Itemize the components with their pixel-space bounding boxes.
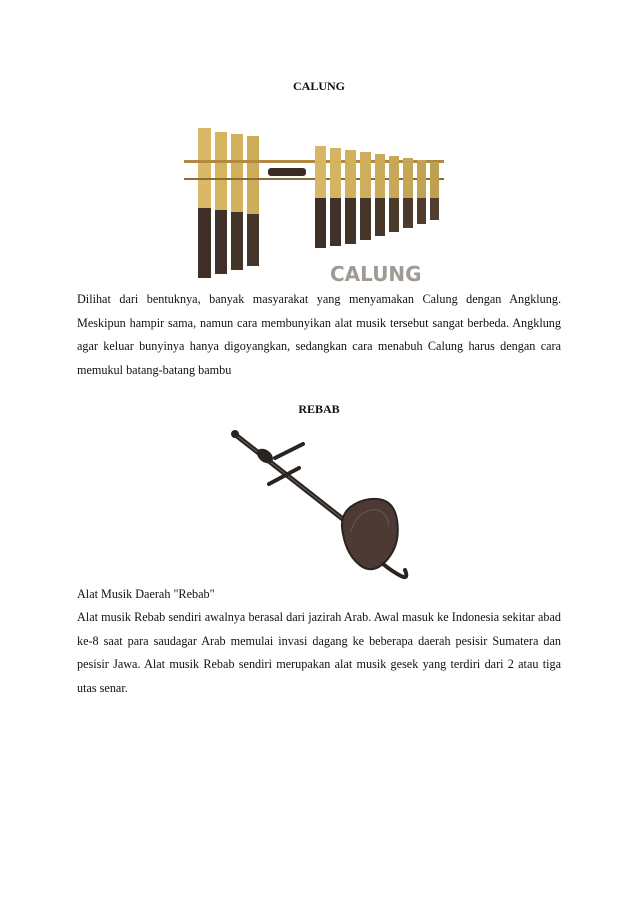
- calung-paragraph: Dilihat dari bentuknya, banyak masyarakat yang menyamakan Calung dengan Angklung. Meskipun hampir sama, namun cara membunyikan alat musik tersebut sangat berbeda. Angklung agar keluar bunyinya hanya digoyangkan, sedangkan cara menabuh Calung harus dengan cara memukul batang-batang bambu: [77, 292, 561, 377]
- rebab-paragraph: Alat musik Rebab sendiri awalnya berasal dari jazirah Arab. Awal masuk ke Indonesia sekitar abad ke-8 saat para saudagar Arab memulai invasi dagang ke beberapa daerah pesisir Sumatera dan pesisir Jawa. Alat musik Rebab sendiri merupakan alat musik gesek yang terdiri dari 2 atau tiga utas senar.: [77, 610, 561, 695]
- calung-tube-left-1: [198, 128, 211, 278]
- calung-tube-left-3: [231, 134, 243, 270]
- rebab-image: [225, 428, 415, 584]
- calung-tube-left-2: [215, 132, 227, 274]
- calung-image-caption: CALUNG: [330, 262, 422, 286]
- calung-heading: CALUNG: [292, 79, 345, 93]
- calung-handle: [268, 168, 306, 176]
- rebab-heading: REBAB: [298, 402, 340, 416]
- calung-image: [178, 118, 448, 290]
- rebab-subtitle: Alat Musik Daerah "Rebab": [77, 587, 215, 601]
- calung-tube-left-4: [247, 136, 259, 266]
- calung-tubes-right: [315, 146, 439, 248]
